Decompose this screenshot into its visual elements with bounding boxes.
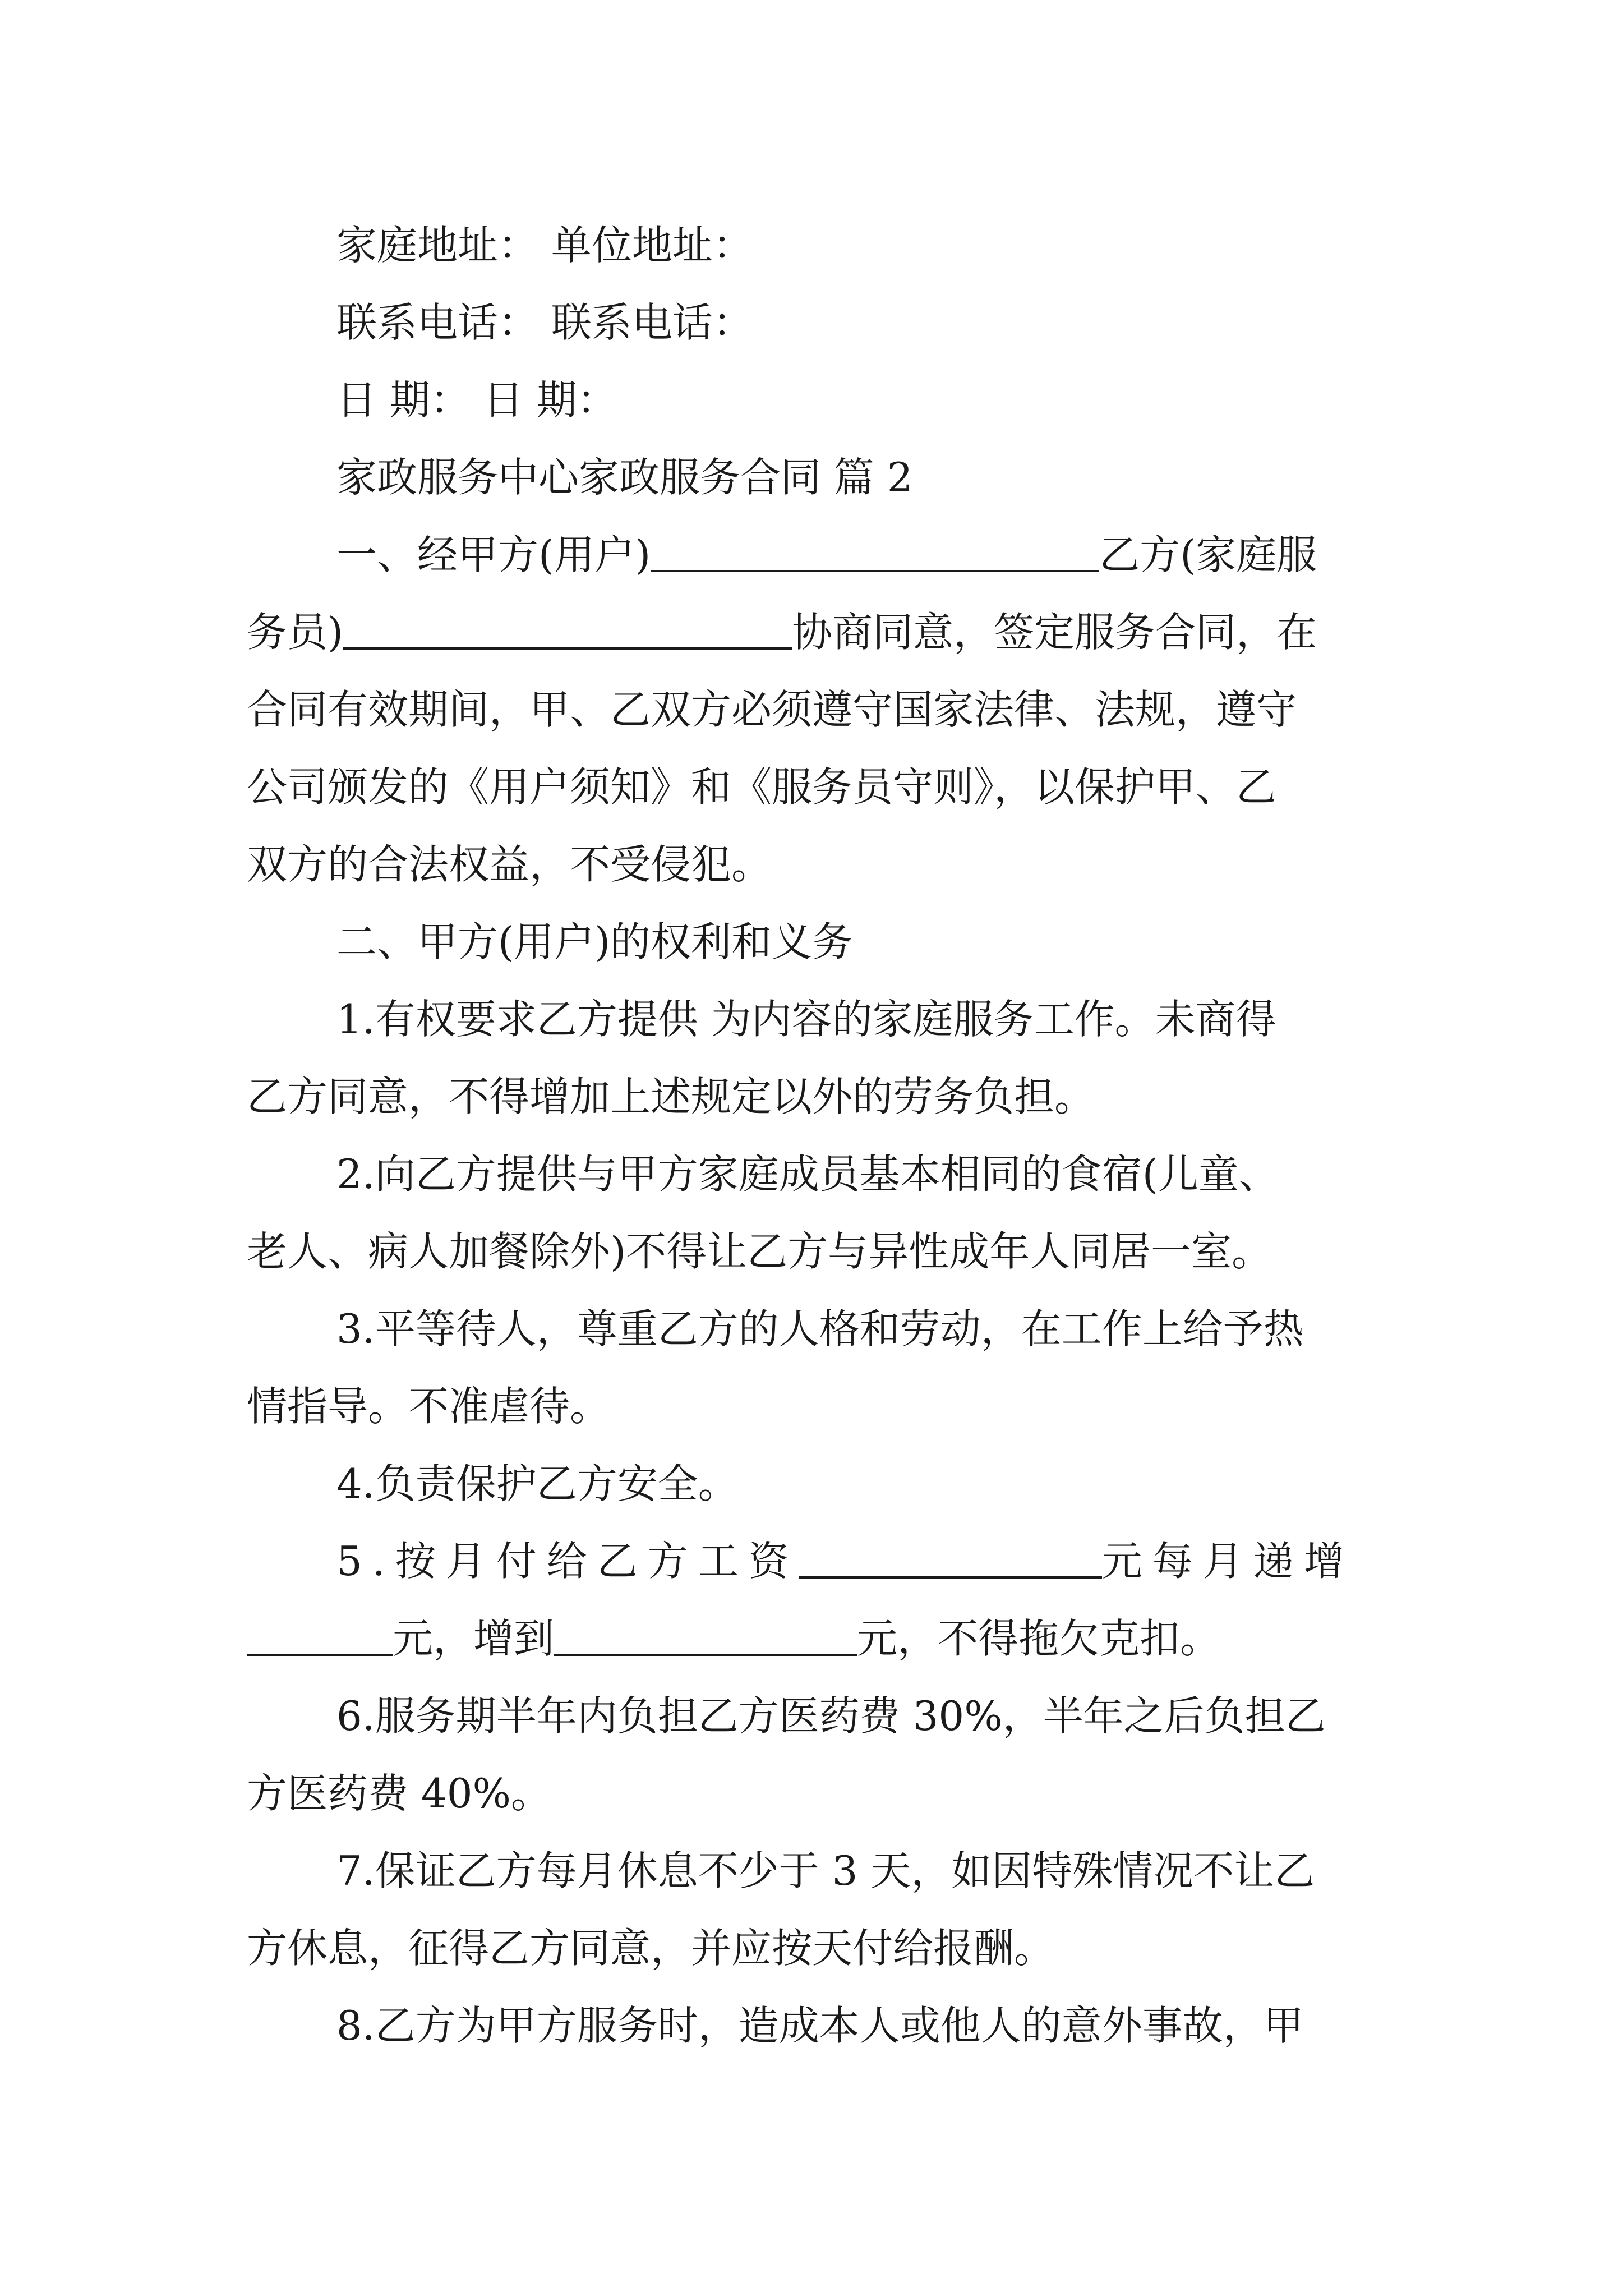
item-7-line-1 bbox=[247, 1832, 1391, 1910]
item-5-text-b: 元每月递增 bbox=[1101, 1538, 1354, 1585]
item-4-line-1 bbox=[247, 1445, 1391, 1522]
section-title bbox=[247, 439, 1391, 516]
clause-1-text-c: 务员) bbox=[247, 609, 344, 656]
item-1-text-b: 乙方同意，不得增加上述规定以外的劳务负担。 bbox=[247, 1073, 1095, 1120]
max-wage-blank bbox=[554, 1608, 857, 1656]
phone-text: 联系电话： 联系电话： bbox=[336, 299, 753, 346]
item-5-text-d: 元，不得拖欠克扣。 bbox=[857, 1615, 1221, 1662]
item-7-text-a: 7.保证乙方每月休息不少于 3 天，如因特殊情况不让乙 bbox=[336, 1847, 1315, 1894]
party-b-blank bbox=[343, 601, 792, 650]
item-8-line-1 bbox=[247, 1987, 1391, 2064]
item-3-text-a: 3.平等待人，尊重乙方的人格和劳动，在工作上给予热 bbox=[336, 1305, 1304, 1352]
item-5-line-1 bbox=[247, 1522, 1391, 1600]
clause-1-line-2 bbox=[247, 593, 1391, 671]
item-4-text: 4.负责保护乙方安全。 bbox=[336, 1460, 739, 1507]
clause-2-heading bbox=[247, 903, 1391, 981]
clause-1-text-d: 协商同意，签定服务合同，在 bbox=[792, 609, 1317, 656]
clause-1-line-1 bbox=[247, 516, 1391, 593]
item-2-text-b: 老人、病人加餐除外)不得让乙方与异性成年人同居一室。 bbox=[247, 1228, 1272, 1275]
item-8-text-a: 8.乙方为甲方服务时，造成本人或他人的意外事故，甲 bbox=[336, 2002, 1304, 2049]
clause-1-line-4 bbox=[247, 748, 1391, 826]
section-title-text: 家政服务中心家政服务合同 篇 2 bbox=[336, 454, 913, 501]
item-5-text-c: 元，增到 bbox=[393, 1615, 555, 1662]
item-5-text-a: 5.按月付给乙方工资 bbox=[336, 1538, 799, 1585]
item-5-line-2 bbox=[247, 1600, 1391, 1677]
item-6-line-1 bbox=[247, 1677, 1391, 1755]
item-1-text-a: 1.有权要求乙方提供 为内容的家庭服务工作。未商得 bbox=[336, 996, 1276, 1043]
address-line bbox=[247, 206, 1391, 284]
clause-1-line-5 bbox=[247, 826, 1391, 903]
item-7-text-b: 方休息，征得乙方同意，并应按天付给报酬。 bbox=[247, 1925, 1055, 1972]
contract-text bbox=[247, 206, 1391, 2064]
clause-2-heading-text: 二、甲方(用户)的权利和义务 bbox=[336, 918, 853, 965]
party-a-blank bbox=[651, 524, 1099, 572]
clause-1-line-3 bbox=[247, 671, 1391, 748]
date-line bbox=[247, 361, 1391, 439]
item-6-text-a: 6.服务期半年内负担乙方医药费 30%，半年之后负担乙 bbox=[336, 1692, 1326, 1740]
clause-1-text-a: 一、经甲方(用户) bbox=[336, 531, 651, 578]
address-text: 家庭地址： 单位地址： bbox=[336, 222, 753, 269]
item-1-line-2 bbox=[247, 1058, 1391, 1135]
wage-blank bbox=[799, 1530, 1102, 1579]
clause-1-text-f: 公司颁发的《用户须知》和《服务员守则》，以保护甲、乙 bbox=[247, 763, 1277, 811]
phone-line bbox=[247, 284, 1391, 361]
item-3-line-1 bbox=[247, 1290, 1391, 1368]
item-6-text-b: 方医药费 40%。 bbox=[247, 1770, 551, 1817]
clause-1-text-g: 双方的合法权益，不受侵犯。 bbox=[247, 841, 772, 888]
item-1-line-1 bbox=[247, 981, 1391, 1058]
item-2-text-a: 2.向乙方提供与甲方家庭成员基本相同的食宿(儿童、 bbox=[336, 1151, 1279, 1198]
item-2-line-2 bbox=[247, 1213, 1391, 1290]
item-3-line-2 bbox=[247, 1368, 1391, 1445]
date-text: 日 期： 日 期： bbox=[336, 376, 617, 424]
item-3-text-b: 情指导。不准虐待。 bbox=[247, 1383, 611, 1430]
clause-1-text-b: 乙方(家庭服 bbox=[1099, 531, 1317, 578]
increment-blank bbox=[247, 1608, 393, 1656]
clause-1-text-e: 合同有效期间，甲、乙双方必须遵守国家法律、法规，遵守 bbox=[247, 686, 1297, 733]
item-2-line-1 bbox=[247, 1135, 1391, 1213]
item-6-line-2 bbox=[247, 1755, 1391, 1832]
item-7-line-2 bbox=[247, 1910, 1391, 1987]
